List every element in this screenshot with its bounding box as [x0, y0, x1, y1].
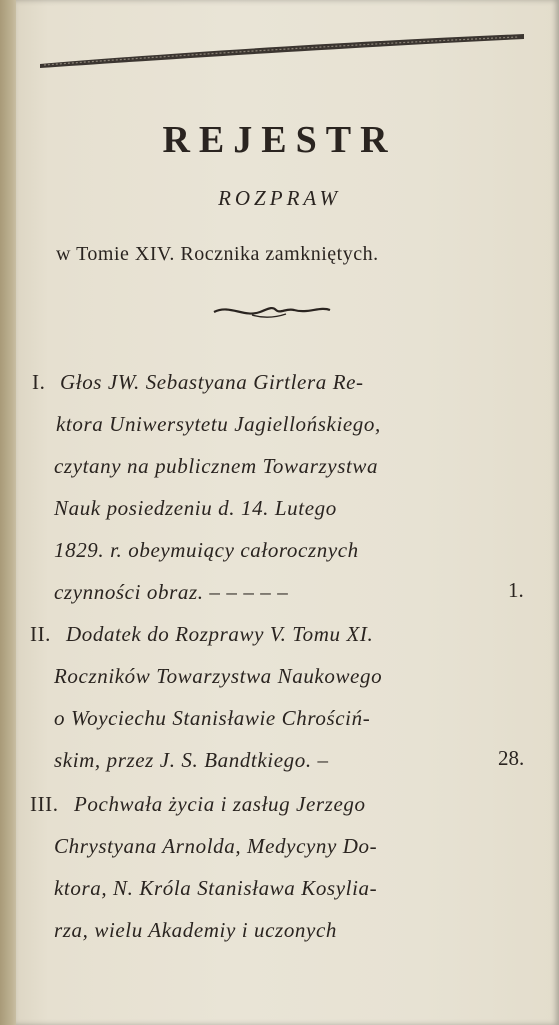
entry-3-line-3: ktora, N. Króla Stanisława Kosylia-	[54, 876, 378, 900]
entry-1-line-2: ktora Uniwersytetu Jagiellońskiego,	[56, 412, 381, 436]
volume-line: w Tomie XIV. Rocznika zamkniętych.	[56, 243, 379, 265]
entry-1-number: I.	[32, 370, 46, 394]
entry-3-line-4: rza, wielu Akademiy i uczonych	[54, 918, 337, 942]
entry-3-number: III.	[30, 792, 59, 816]
entry-1-page: 1.	[508, 578, 524, 602]
entry-2-line-1: Dodatek do Rozprawy V. Tomu XI.	[66, 622, 374, 646]
page-subtitle: ROZPRAW	[218, 186, 341, 210]
entry-1-line-3: czytany na publicznem Towarzystwa	[54, 454, 379, 478]
entry-3-line-1: Pochwała życia i zasług Jerzego	[74, 792, 366, 816]
entry-1-line-5: 1829. r. obeymuiący całorocznych	[54, 538, 359, 562]
top-decorative-rule	[38, 30, 526, 70]
entry-1-line-1: Głos JW. Sebastyana Girtlera Re-	[60, 370, 364, 394]
entry-2-line-4: skim, przez J. S. Bandtkiego. –	[54, 748, 329, 772]
entry-2-line-3: o Woyciechu Stanisławie Chrościń-	[54, 706, 371, 730]
entry-1-line-4: Nauk posiedzeniu d. 14. Lutego	[54, 496, 337, 520]
entry-1-line-6: czynności obraz. – – – – –	[54, 580, 289, 604]
entry-2-number: II.	[30, 622, 52, 646]
entry-2-line-2: Roczników Towarzystwa Naukowego	[54, 664, 383, 688]
entry-3-line-2: Chrystyana Arnolda, Medycyny Do-	[54, 834, 378, 858]
ornament-divider	[212, 300, 332, 324]
page-title: REJESTR	[162, 119, 397, 161]
entry-2-page: 28.	[498, 746, 525, 770]
